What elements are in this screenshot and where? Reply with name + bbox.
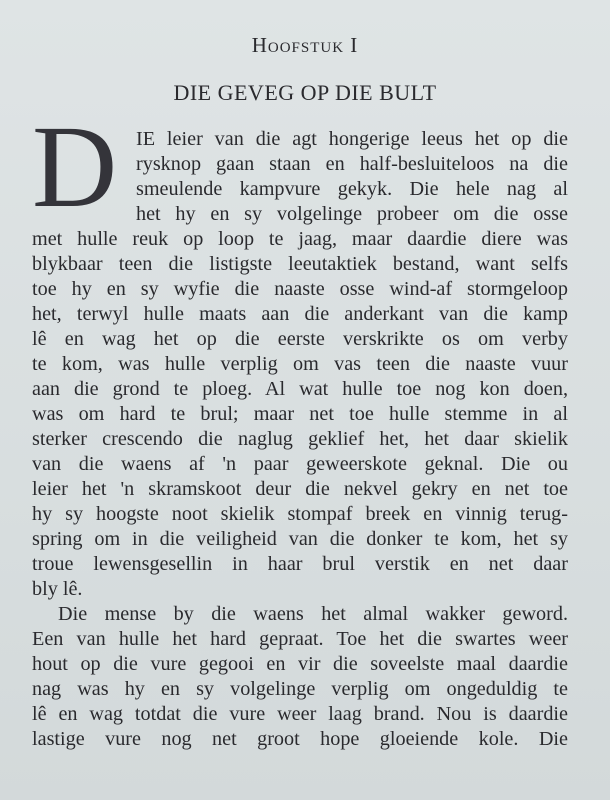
text-line: hy sy hoogste noot skielik stompaf breek en vinnig terug-	[32, 503, 568, 525]
text-line: Die mense by die waens het almal wakker geword.	[58, 603, 568, 625]
chapter-label: Hoofstuk I	[251, 33, 359, 57]
text-line: Een van hulle het hard gepraat. Toe het die swartes weer	[32, 628, 568, 650]
text-line: blykbaar teen die listigste leeutaktiek bestand, want selfs	[32, 253, 568, 275]
text-line: rysknop gaan staan en half-besluiteloos na die	[136, 153, 568, 175]
text-line: was om hard te brul; maar net toe hulle stemme in al	[32, 403, 568, 425]
text-line: te kom, was hulle verplig om vas teen die naaste vuur	[32, 353, 568, 375]
chapter-title: DIE GEVEG OP DIE BULT	[173, 80, 437, 105]
text-line: smeulende kampvure gekyk. Die hele nag al	[136, 178, 568, 200]
text-line: van die waens af 'n paar geweerskote geknal. Die ou	[32, 453, 568, 475]
text-line: lastige vure nog net groot hope gloeiende kole. Die	[32, 728, 568, 750]
text-line: spring om in die veiligheid van die donker te kom, het sy	[32, 528, 568, 550]
text-line: aan die grond te ploeg. Al wat hulle toe nog kon doen,	[32, 378, 568, 400]
text-line: het, terwyl hulle maats aan die anderkant van die kamp	[32, 303, 568, 325]
text-line: lê en wag totdat die vure weer laag brand. Nou is daardie	[32, 703, 568, 725]
text-line: IE leier van die agt hongerige leeus het op die	[136, 128, 568, 150]
drop-cap: D	[32, 101, 118, 232]
text-line: nag was hy en sy volgelinge verplig om ongeduldig te	[32, 678, 568, 700]
text-line: troue lewensgesellin in haar brul verstik en net daar	[32, 553, 568, 575]
text-line: het hy en sy volgelinge probeer om die osse	[136, 203, 568, 225]
text-line: hout op die vure gegooi en vir die soveelste maal daardie	[32, 653, 568, 675]
text-line: sterker crescendo die naglug geklief het, het daar skielik	[32, 428, 568, 450]
text-line: toe hy en sy wyfie die naaste osse wind-af stormgeloop	[32, 278, 568, 300]
text-line: bly lê.	[32, 578, 83, 600]
text-line: met hulle reuk op loop te jaag, maar daardie diere was	[32, 228, 568, 250]
text-line: leier het 'n skramskoot deur die nekvel gekry en net toe	[32, 478, 568, 500]
text-line: lê en wag het op die eerste verskrikte os om verby	[32, 328, 568, 350]
